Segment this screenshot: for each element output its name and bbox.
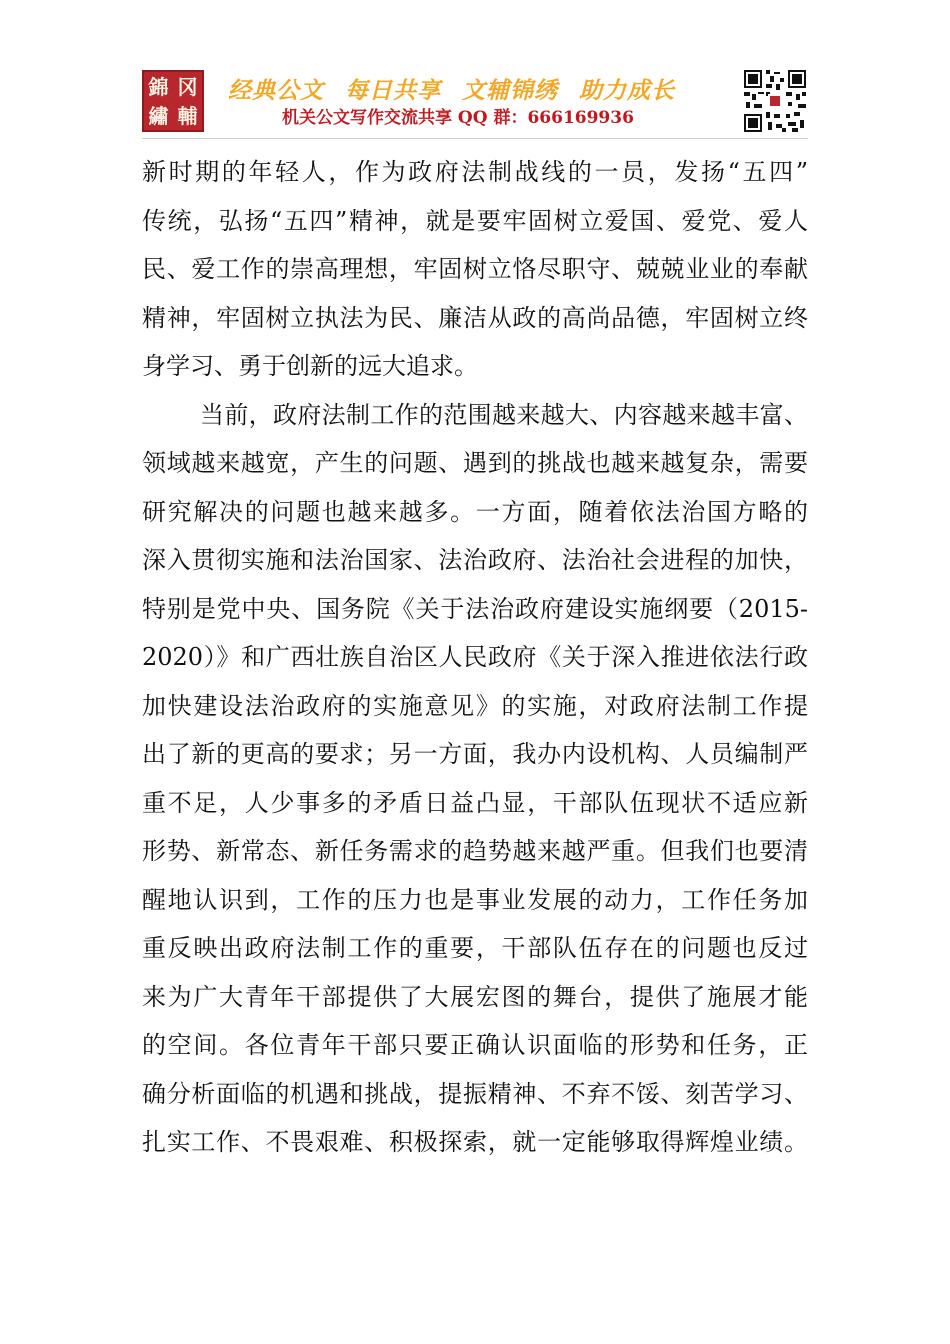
text-line: 身学习、勇于创新的远大追求。 bbox=[142, 352, 478, 380]
header-slogan bbox=[228, 72, 748, 105]
text-line: 领域越来越宽，产生的问题、遇到的挑战也越来越复杂，需要 bbox=[142, 449, 808, 477]
text-line: 形势、新常态、新任务需求的趋势越来越严重。但我们也要清 bbox=[142, 837, 808, 865]
logo-char: 輔 bbox=[177, 103, 198, 128]
logo-char: 繡 bbox=[148, 103, 169, 128]
text-line: 深入贯彻实施和法治国家、法治政府、法治社会进程的加快， bbox=[142, 546, 808, 574]
text-line: 新时期的年轻人，作为政府法制战线的一员，发扬“五四” bbox=[142, 158, 808, 186]
text-line: 精神，牢固树立执法为民、廉洁从政的高尚品德，牢固树立终 bbox=[142, 303, 808, 332]
text-line: 出了新的更高的要求；另一方面，我办内设机构、人员编制严 bbox=[142, 740, 808, 768]
slogan-part: 助力成长 bbox=[579, 78, 676, 104]
logo-char: 冈 bbox=[177, 74, 198, 99]
slogan-part: 文辅锦绣 bbox=[462, 78, 559, 104]
text-line: 重不足，人少事多的矛盾日益凸显，干部队伍现状不适应新 bbox=[142, 788, 808, 817]
page-header bbox=[142, 66, 808, 132]
header-divider bbox=[142, 138, 808, 139]
qq-group-line: 机关公文写作交流共享 QQ 群：666169936 bbox=[282, 108, 634, 128]
text-line: 2020）》和广西壮族自治区人民政府《关于深入推进依法行政 bbox=[142, 643, 808, 671]
qr-code-icon bbox=[742, 68, 808, 134]
text-line: 确分析面临的机遇和挑战，提振精神、不弃不馁、刻苦学习、 bbox=[142, 1079, 808, 1108]
slogan-part: 每日共享 bbox=[345, 78, 442, 104]
paragraph bbox=[142, 391, 808, 1167]
document-body bbox=[142, 148, 808, 1167]
text-line: 研究解决的问题也越来越多。一方面，随着依法治国方略的 bbox=[142, 497, 808, 526]
text-line: 加快建设法治政府的实施意见》的实施，对政府法制工作提 bbox=[142, 691, 808, 720]
text-line: 的空间。各位青年干部只要正确认识面临的形势和任务，正 bbox=[142, 1031, 808, 1059]
seal-logo bbox=[142, 70, 204, 132]
slogan-part: 经典公文 bbox=[228, 78, 324, 104]
text-line: 当前，政府法制工作的范围越来越大、内容越来越丰富、 bbox=[200, 400, 808, 429]
logo-char: 錦 bbox=[148, 74, 169, 99]
text-line: 重反映出政府法制工作的重要，干部队伍存在的问题也反过 bbox=[142, 934, 808, 962]
text-line: 来为广大青年干部提供了大展宏图的舞台，提供了施展才能 bbox=[142, 982, 808, 1011]
text-line: 传统，弘扬“五四”精神，就是要牢固树立爱国、爱党、爱人 bbox=[142, 206, 808, 235]
text-line: 扎实工作、不畏艰难、积极探索，就一定能够取得辉煌业绩。 bbox=[142, 1128, 808, 1156]
paragraph bbox=[142, 148, 808, 391]
text-line: 醒地认识到，工作的压力也是事业发展的动力，工作任务加 bbox=[142, 885, 808, 914]
text-line: 特别是党中央、国务院《关于法治政府建设实施纲要（2015- bbox=[142, 594, 808, 623]
text-line: 民、爱工作的崇高理想，牢固树立恪尽职守、兢兢业业的奉献 bbox=[142, 255, 808, 283]
